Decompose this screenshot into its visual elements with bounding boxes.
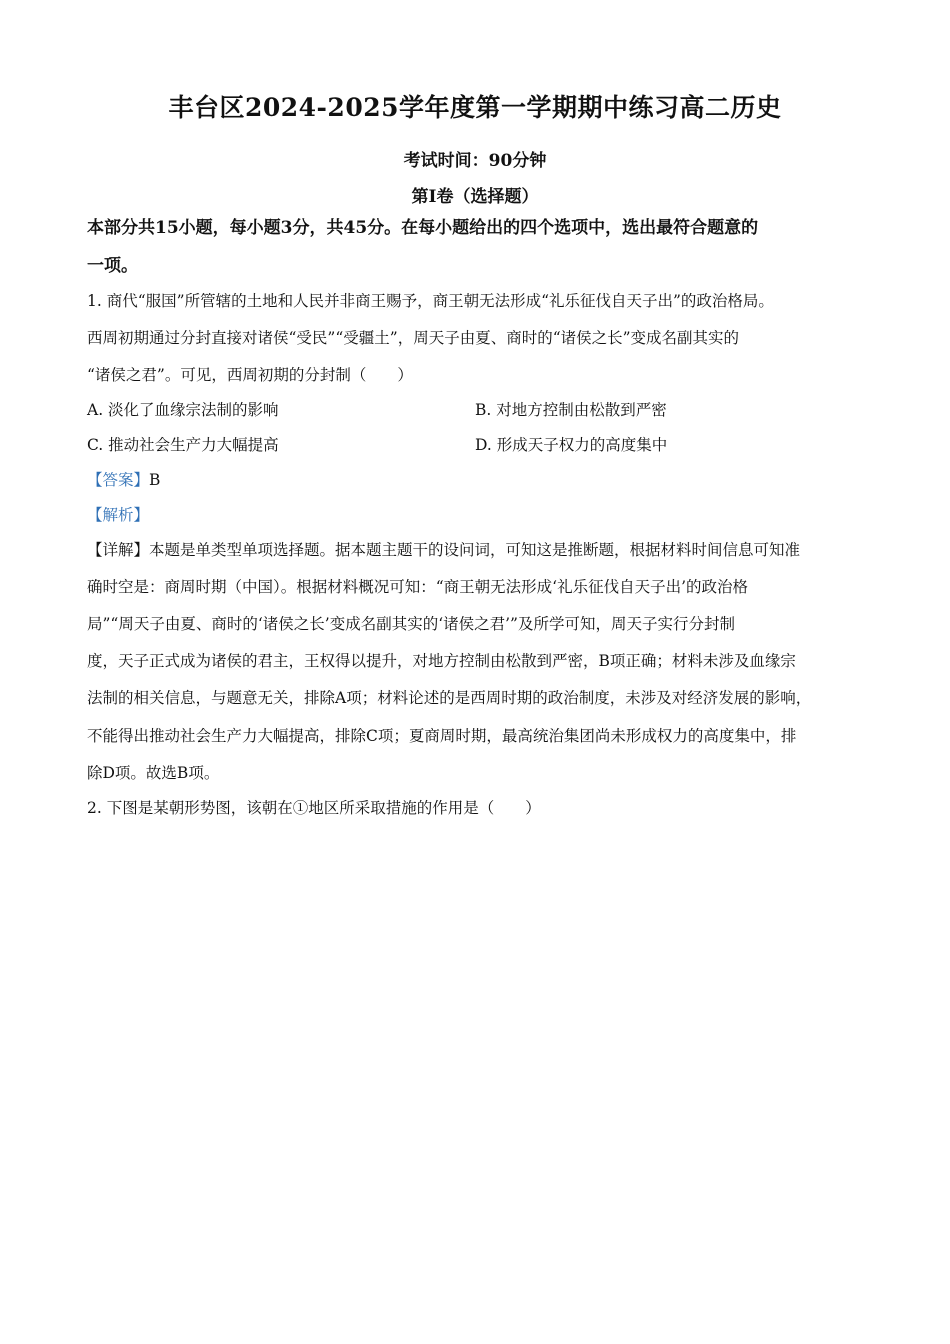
answer-value: B [149,471,161,489]
q1-stem-line: 1. 商代“服国”所管辖的土地和人民并非商王赐予，商王朝无法形成“礼乐征伐自天子出”的政治格局。 [87,292,774,310]
q2-stem: 2. 下图是某朝形势图，该朝在①地区所采取措施的作用是（ ） [87,799,541,817]
q1-stem-line: “诸侯之君”。可见，西周初期的分封制（ ） [87,366,413,384]
q1-option-a: A. 淡化了血缘宗法制的影响 [87,401,279,419]
answer-tag: 【答案】 [87,471,150,489]
section-title: 第Ⅰ卷（选择题） [411,187,539,207]
q1-detail-line: 度，天子正式成为诸侯的君主，王权得以提升，对地方控制由松散到严密，B项正确；材料未涉及血缘宗 [87,652,796,670]
q1-option-c: C. 推动社会生产力大幅提高 [87,436,279,454]
instructions-line: 一项。 [87,256,138,276]
q1-detail-line: 除D项。故选B项。 [87,764,220,782]
q1-detail-line: 局”“周天子由夏、商时的‘诸侯之长’变成名副其实的‘诸侯之君’”及所学可知，周天子实行分封制 [87,615,735,633]
q1-detail-line: 【详解】本题是单类型单项选择题。据本题主题干的设问词，可知这是推断题，根据材料时间信息可知准 [87,541,801,559]
q1-option-d: D. 形成天子权力的高度集中 [475,436,668,454]
q1-option-b: B. 对地方控制由松散到严密 [475,401,667,419]
q1-answer [87,470,160,490]
analysis-tag: 【解析】 [87,506,150,524]
q1-stem-line: 西周初期通过分封直接对诸侯“受民”“受疆土”，周天子由夏、商时的“诸侯之长”变成名副其实的 [87,329,740,347]
q1-detail-line: 法制的相关信息，与题意无关，排除A项；材料论述的是西周时期的政治制度，未涉及对经济发展的影响， [87,689,812,707]
instructions-line: 本部分共15小题，每小题3分，共45分。在每小题给出的四个选项中，选出最符合题意的 [87,218,759,238]
q1-detail-line: 确时空是：商周时期（中国）。根据材料概况可知：“商王朝无法形成‘礼乐征伐自天子出’的政治格 [87,578,749,596]
page-title: 丰台区2024-2025学年度第一学期期中练习高二历史 [168,93,782,122]
exam-time: 考试时间：90分钟 [403,151,547,171]
q1-detail-line: 不能得出推动社会生产力大幅提高，排除C项；夏商周时期，最高统治集团尚未形成权力的高度集中，排 [87,727,797,745]
